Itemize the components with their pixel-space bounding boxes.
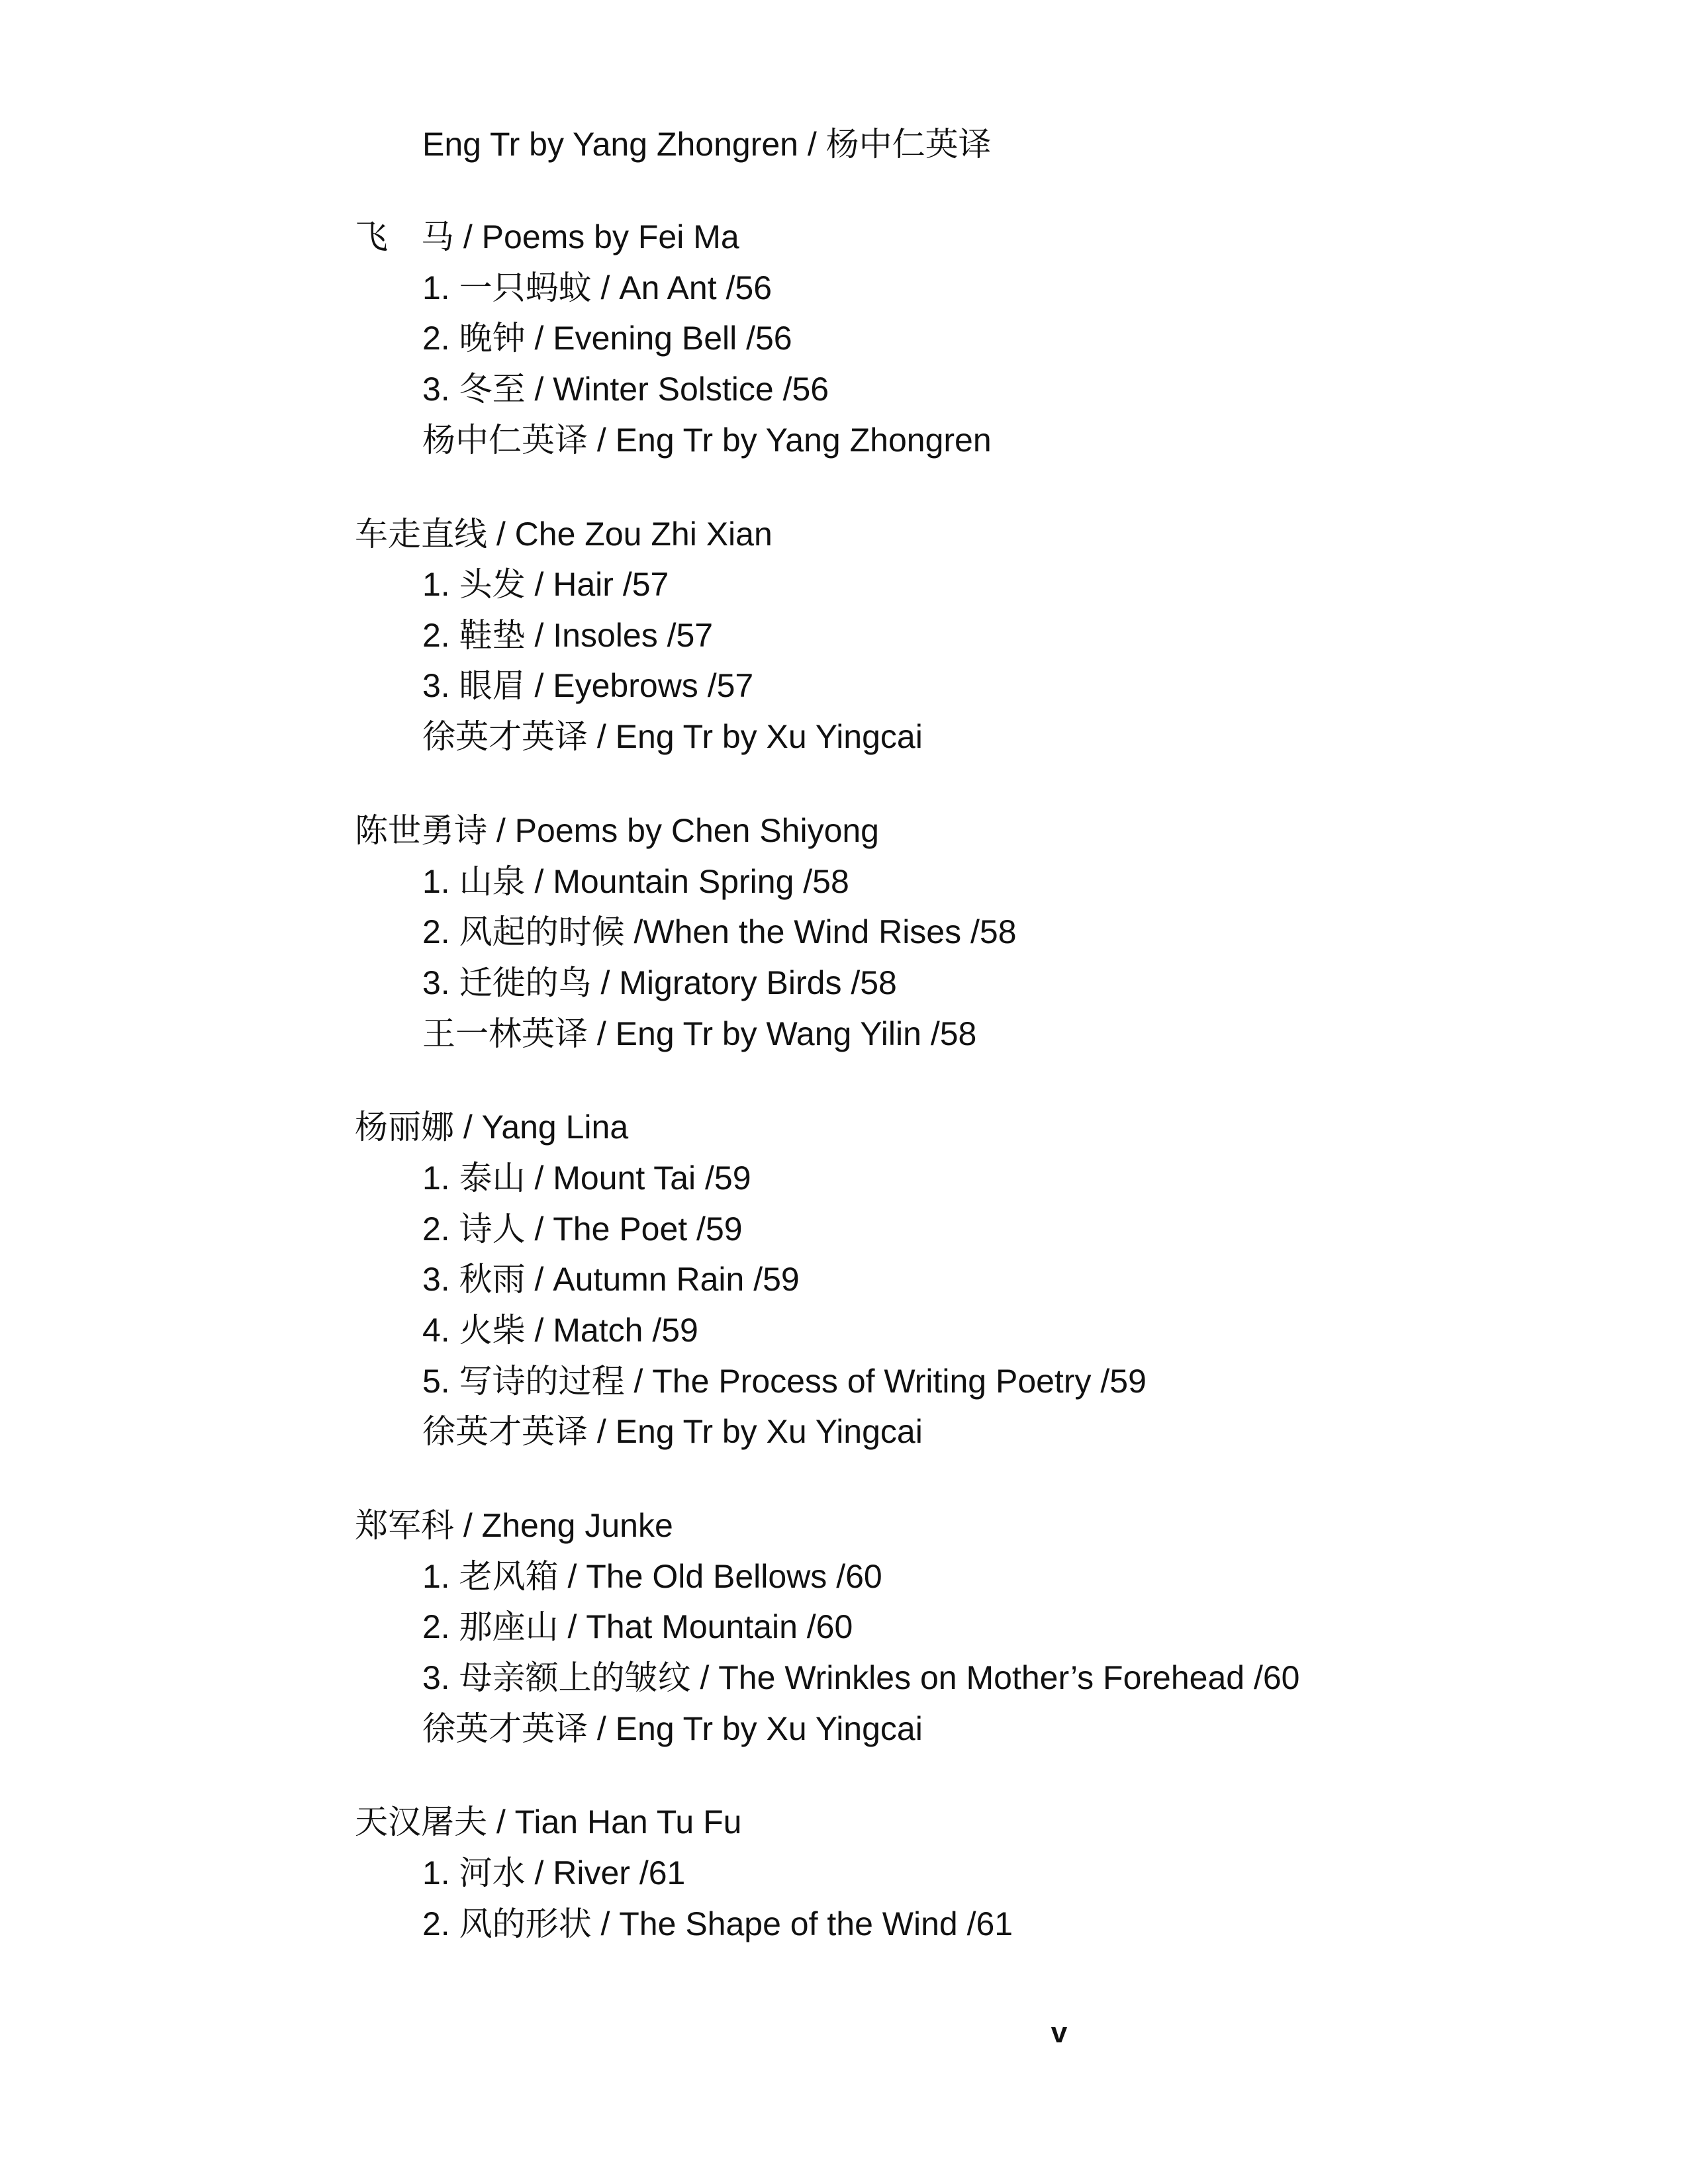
toc-entry: 1. 泰山 / Mount Tai /59 — [422, 1160, 751, 1197]
toc-translator-line: Eng Tr by Yang Zhongren / 杨中仁英译 — [422, 126, 992, 163]
toc-author-heading: 郑军科 / Zheng Junke — [355, 1507, 673, 1544]
toc-entry: 2. 风的形状 / The Shape of the Wind /61 — [422, 1905, 1013, 1942]
toc-author-heading: 陈世勇诗 / Poems by Chen Shiyong — [355, 812, 879, 849]
toc-entry: 1. 老风箱 / The Old Bellows /60 — [422, 1558, 882, 1595]
toc-entry: 1. 头发 / Hair /57 — [422, 566, 669, 603]
toc-entry: 3. 迁徙的鸟 / Migratory Birds /58 — [422, 964, 897, 1001]
page-number: v — [1051, 2017, 1068, 2049]
toc-entry: 1. 一只蚂蚊 / An Ant /56 — [422, 269, 773, 306]
toc-entry: 2. 鞋垫 / Insoles /57 — [422, 617, 714, 654]
toc-entry: 4. 火柴 / Match /59 — [422, 1312, 698, 1349]
toc-entry: 3. 秋雨 / Autumn Rain /59 — [422, 1261, 800, 1298]
toc-translator-line: 徐英才英译 / Eng Tr by Xu Yingcai — [422, 718, 923, 755]
toc-author-heading: 杨丽娜 / Yang Lina — [355, 1109, 629, 1146]
toc-author-heading: 车走直线 / Che Zou Zhi Xian — [355, 516, 773, 553]
toc-entry: 2. 诗人 / The Poet /59 — [422, 1210, 743, 1248]
toc-translator-line: 王一林英译 / Eng Tr by Wang Yilin /58 — [422, 1015, 977, 1052]
toc-author-heading: 天汉屠夫 / Tian Han Tu Fu — [355, 1803, 742, 1841]
toc-translator-line: 徐英才英译 / Eng Tr by Xu Yingcai — [422, 1710, 923, 1747]
toc-entry: 5. 写诗的过程 / The Process of Writing Poetry /59 — [422, 1363, 1147, 1400]
toc-entry: 3. 母亲额上的皱纹 / The Wrinkles on Mother’s Forehead /60 — [422, 1659, 1300, 1696]
toc-entry: 2. 那座山 / That Mountain /60 — [422, 1608, 853, 1645]
toc-entry: 1. 山泉 / Mountain Spring /58 — [422, 863, 849, 900]
toc-entry: 1. 河水 / River /61 — [422, 1854, 686, 1891]
toc-author-heading: 飞 马 / Poems by Fei Ma — [355, 218, 739, 255]
toc-entry: 3. 眼眉 / Eyebrows /57 — [422, 667, 754, 704]
toc-entry: 3. 冬至 / Winter Solstice /56 — [422, 371, 829, 408]
toc-translator-line: 杨中仁英译 / Eng Tr by Yang Zhongren — [422, 422, 992, 459]
toc-translator-line: 徐英才英译 / Eng Tr by Xu Yingcai — [422, 1413, 923, 1450]
toc-entry: 2. 晚钟 / Evening Bell /56 — [422, 320, 792, 357]
toc-entry: 2. 风起的时候 /When the Wind Rises /58 — [422, 913, 1017, 950]
